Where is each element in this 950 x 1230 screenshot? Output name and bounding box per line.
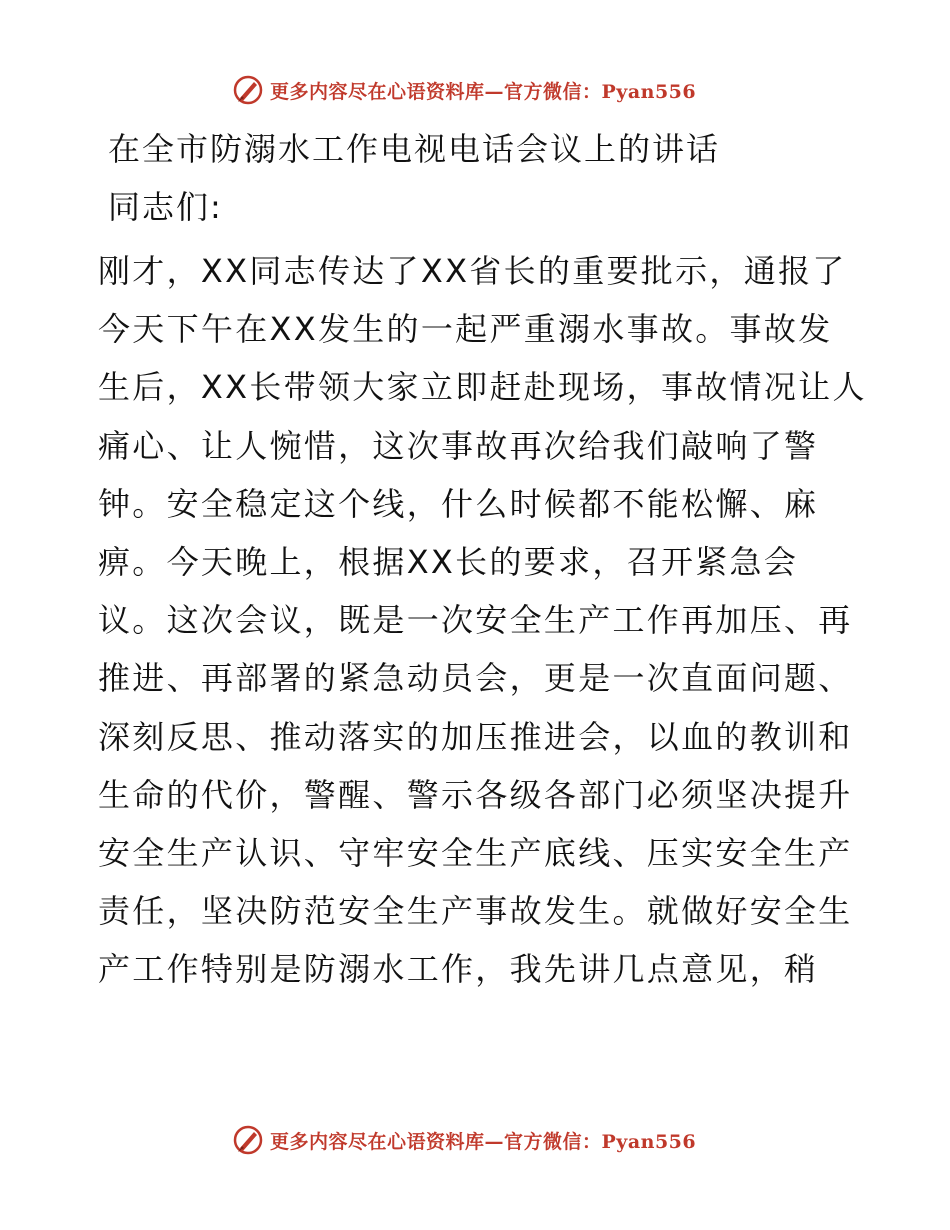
text-line: 钟。安全稳定这个线，什么时候都不能松懈、麻: [98, 484, 819, 523]
text-line: 痛心、让人惋惜，这次事故再次给我们敲响了警: [98, 426, 819, 465]
logo-icon: [232, 74, 264, 106]
logo-icon: [232, 1124, 264, 1156]
text-line: 今天下午在XX发生的一起严重溺水事故。事故发: [98, 310, 833, 349]
text-line: 深刻反思、推动落实的加压推进会，以血的教训和: [98, 717, 853, 756]
watermark-banner-bottom: [232, 1122, 712, 1158]
document-title: 在全市防溺水工作电视电话会议上的讲话: [108, 130, 721, 168]
document-body: [98, 120, 868, 999]
text-line: 刚才，XX同志传达了XX省长的重要批示，通报了: [98, 252, 847, 290]
paragraph: [98, 242, 868, 999]
text-line: 责任，坚决防范安全生产事故发生。就做好安全生: [98, 892, 853, 931]
watermark-banner-top: [232, 72, 712, 108]
watermark-text: 更多内容尽在心语资料库—官方微信：Pyan556: [270, 80, 697, 103]
text-line: 生命的代价，警醒、警示各级各部门必须坚决提升: [98, 775, 853, 814]
text-line: 议。这次会议，既是一次安全生产工作再加压、再: [98, 601, 853, 640]
greeting: 同志们:: [108, 188, 223, 226]
text-line: 推进、再部署的紧急动员会，更是一次直面问题、: [98, 659, 853, 698]
text-line: 痹。今天晚上，根据XX长的要求，召开紧急会: [98, 543, 799, 582]
text-line: 生后，XX长带领大家立即赶赴现场，事故情况让人: [98, 368, 867, 407]
text-line: 安全生产认识、守牢安全生产底线、压实安全生产: [98, 834, 853, 873]
text-line: 产工作特别是防溺水工作，我先讲几点意见，稍: [98, 950, 819, 989]
watermark-text: 更多内容尽在心语资料库—官方微信：Pyan556: [270, 1130, 697, 1153]
